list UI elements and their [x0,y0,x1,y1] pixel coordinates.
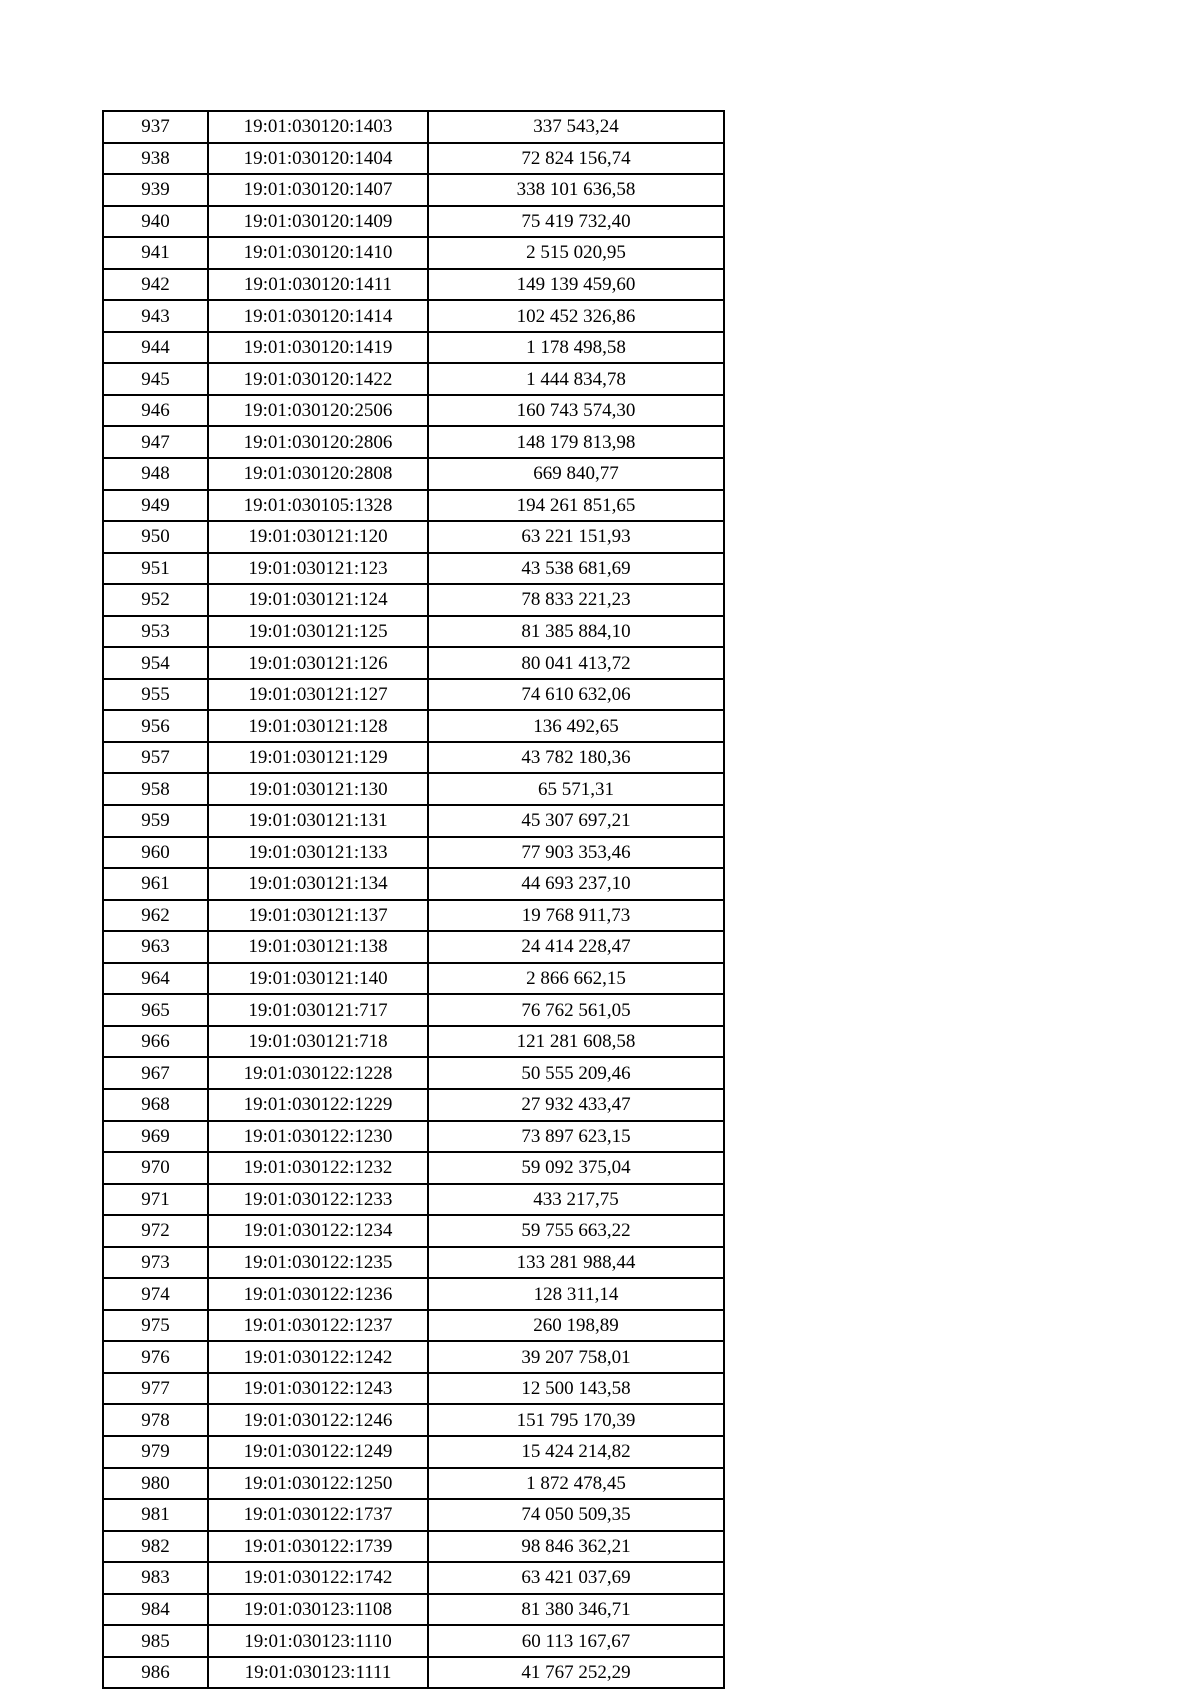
cadastral-number-cell: 19:01:030121:137 [208,900,428,932]
value-cell: 337 543,24 [428,111,724,143]
cadastral-number-cell: 19:01:030122:1249 [208,1436,428,1468]
cadastral-number-cell: 19:01:030121:131 [208,805,428,837]
row-number-cell: 939 [103,174,208,206]
row-number-cell: 984 [103,1594,208,1626]
cadastral-number-cell: 19:01:030122:1250 [208,1468,428,1500]
table-row [103,1594,724,1626]
row-number-cell: 974 [103,1278,208,1310]
cadastral-number-cell: 19:01:030122:1236 [208,1278,428,1310]
table-row [103,174,724,206]
cadastral-number-cell: 19:01:030121:130 [208,773,428,805]
table-row [103,395,724,427]
row-number-cell: 951 [103,553,208,585]
value-cell: 338 101 636,58 [428,174,724,206]
cadastral-number-cell: 19:01:030121:124 [208,584,428,616]
table-row [103,773,724,805]
table-row [103,490,724,522]
value-cell: 74 610 632,06 [428,679,724,711]
table-row [103,300,724,332]
cadastral-number-cell: 19:01:030121:718 [208,1026,428,1058]
row-number-cell: 950 [103,521,208,553]
row-number-cell: 952 [103,584,208,616]
table-row [103,647,724,679]
value-cell: 136 492,65 [428,710,724,742]
row-number-cell: 959 [103,805,208,837]
value-cell: 433 217,75 [428,1184,724,1216]
value-cell: 50 555 209,46 [428,1057,724,1089]
value-cell: 65 571,31 [428,773,724,805]
row-number-cell: 966 [103,1026,208,1058]
table-row [103,805,724,837]
row-number-cell: 977 [103,1373,208,1405]
value-cell: 81 380 346,71 [428,1594,724,1626]
table-row [103,963,724,995]
value-cell: 160 743 574,30 [428,395,724,427]
row-number-cell: 962 [103,900,208,932]
row-number-cell: 945 [103,363,208,395]
table-row [103,868,724,900]
value-cell: 260 198,89 [428,1310,724,1342]
row-number-cell: 968 [103,1089,208,1121]
table-row [103,1373,724,1405]
value-cell: 45 307 697,21 [428,805,724,837]
value-cell: 149 139 459,60 [428,269,724,301]
cadastral-number-cell: 19:01:030122:1246 [208,1404,428,1436]
table-row [103,206,724,238]
row-number-cell: 979 [103,1436,208,1468]
table-row [103,1341,724,1373]
table-row [103,931,724,963]
cadastral-number-cell: 19:01:030122:1228 [208,1057,428,1089]
value-cell: 133 281 988,44 [428,1247,724,1279]
table-row [103,458,724,490]
value-cell: 151 795 170,39 [428,1404,724,1436]
value-cell: 77 903 353,46 [428,837,724,869]
cadastral-number-cell: 19:01:030121:127 [208,679,428,711]
value-cell: 81 385 884,10 [428,616,724,648]
table-row [103,584,724,616]
cadastral-number-cell: 19:01:030121:133 [208,837,428,869]
table-row [103,994,724,1026]
value-cell: 27 932 433,47 [428,1089,724,1121]
table-row [103,1215,724,1247]
table-row [103,1625,724,1657]
value-cell: 669 840,77 [428,458,724,490]
row-number-cell: 937 [103,111,208,143]
value-cell: 59 092 375,04 [428,1152,724,1184]
value-cell: 98 846 362,21 [428,1531,724,1563]
value-cell: 15 424 214,82 [428,1436,724,1468]
table-row [103,1562,724,1594]
row-number-cell: 946 [103,395,208,427]
row-number-cell: 961 [103,868,208,900]
row-number-cell: 969 [103,1121,208,1153]
value-cell: 2 515 020,95 [428,237,724,269]
table-row [103,1531,724,1563]
value-cell: 102 452 326,86 [428,300,724,332]
row-number-cell: 986 [103,1657,208,1689]
value-cell: 41 767 252,29 [428,1657,724,1689]
cadastral-number-cell: 19:01:030123:1108 [208,1594,428,1626]
table-row [103,1657,724,1689]
row-number-cell: 940 [103,206,208,238]
row-number-cell: 938 [103,143,208,175]
value-cell: 1 444 834,78 [428,363,724,395]
cadastral-number-cell: 19:01:030122:1243 [208,1373,428,1405]
table-row [103,1152,724,1184]
row-number-cell: 973 [103,1247,208,1279]
table-row [103,269,724,301]
table-row [103,521,724,553]
value-cell: 76 762 561,05 [428,994,724,1026]
table-row [103,1121,724,1153]
value-cell: 39 207 758,01 [428,1341,724,1373]
row-number-cell: 982 [103,1531,208,1563]
row-number-cell: 956 [103,710,208,742]
cadastral-number-cell: 19:01:030120:1422 [208,363,428,395]
cadastral-number-cell: 19:01:030122:1229 [208,1089,428,1121]
value-cell: 75 419 732,40 [428,206,724,238]
cadastral-number-cell: 19:01:030120:1407 [208,174,428,206]
cadastral-number-cell: 19:01:030121:717 [208,994,428,1026]
row-number-cell: 955 [103,679,208,711]
table-row [103,742,724,774]
table-row [103,710,724,742]
value-cell: 12 500 143,58 [428,1373,724,1405]
table-row [103,679,724,711]
value-cell: 80 041 413,72 [428,647,724,679]
cadastral-number-cell: 19:01:030120:1410 [208,237,428,269]
value-cell: 63 421 037,69 [428,1562,724,1594]
cadastral-number-cell: 19:01:030123:1111 [208,1657,428,1689]
table-row [103,1278,724,1310]
value-cell: 60 113 167,67 [428,1625,724,1657]
table-row [103,900,724,932]
table-row [103,1499,724,1531]
table-row [103,111,724,143]
row-number-cell: 949 [103,490,208,522]
table-row [103,1026,724,1058]
cadastral-number-cell: 19:01:030105:1328 [208,490,428,522]
table-row [103,1310,724,1342]
cadastral-number-cell: 19:01:030122:1233 [208,1184,428,1216]
cadastral-number-cell: 19:01:030122:1232 [208,1152,428,1184]
row-number-cell: 983 [103,1562,208,1594]
row-number-cell: 960 [103,837,208,869]
cadastral-number-cell: 19:01:030120:1409 [208,206,428,238]
cadastral-number-cell: 19:01:030121:126 [208,647,428,679]
table-row [103,837,724,869]
row-number-cell: 971 [103,1184,208,1216]
cadastral-number-cell: 19:01:030121:125 [208,616,428,648]
value-cell: 19 768 911,73 [428,900,724,932]
cadastral-number-cell: 19:01:030120:2506 [208,395,428,427]
row-number-cell: 948 [103,458,208,490]
row-number-cell: 954 [103,647,208,679]
cadastral-number-cell: 19:01:030122:1739 [208,1531,428,1563]
cadastral-number-cell: 19:01:030121:120 [208,521,428,553]
row-number-cell: 942 [103,269,208,301]
cadastral-number-cell: 19:01:030121:140 [208,963,428,995]
value-cell: 148 179 813,98 [428,426,724,458]
row-number-cell: 958 [103,773,208,805]
value-cell: 128 311,14 [428,1278,724,1310]
row-number-cell: 947 [103,426,208,458]
table-row [103,616,724,648]
cadastral-number-cell: 19:01:030123:1110 [208,1625,428,1657]
value-cell: 63 221 151,93 [428,521,724,553]
cadastral-number-cell: 19:01:030121:123 [208,553,428,585]
cadastral-number-cell: 19:01:030121:129 [208,742,428,774]
cadastral-number-cell: 19:01:030122:1230 [208,1121,428,1153]
row-number-cell: 972 [103,1215,208,1247]
cadastral-number-cell: 19:01:030120:1404 [208,143,428,175]
table-row [103,143,724,175]
table-body [103,111,724,1688]
value-cell: 72 824 156,74 [428,143,724,175]
cadastral-value-table [102,110,725,1689]
cadastral-number-cell: 19:01:030122:1742 [208,1562,428,1594]
row-number-cell: 967 [103,1057,208,1089]
cadastral-number-cell: 19:01:030120:2808 [208,458,428,490]
table-row [103,1184,724,1216]
cadastral-number-cell: 19:01:030120:1403 [208,111,428,143]
value-cell: 59 755 663,22 [428,1215,724,1247]
table-row [103,426,724,458]
row-number-cell: 978 [103,1404,208,1436]
value-cell: 1 872 478,45 [428,1468,724,1500]
table-row [103,237,724,269]
table-row [103,363,724,395]
row-number-cell: 965 [103,994,208,1026]
table-row [103,332,724,364]
cadastral-number-cell: 19:01:030122:1242 [208,1341,428,1373]
cadastral-number-cell: 19:01:030120:1419 [208,332,428,364]
row-number-cell: 981 [103,1499,208,1531]
value-cell: 194 261 851,65 [428,490,724,522]
cadastral-number-cell: 19:01:030122:1235 [208,1247,428,1279]
row-number-cell: 975 [103,1310,208,1342]
row-number-cell: 964 [103,963,208,995]
cadastral-number-cell: 19:01:030120:2806 [208,426,428,458]
value-cell: 24 414 228,47 [428,931,724,963]
cadastral-number-cell: 19:01:030121:138 [208,931,428,963]
value-cell: 73 897 623,15 [428,1121,724,1153]
cadastral-number-cell: 19:01:030122:1737 [208,1499,428,1531]
row-number-cell: 957 [103,742,208,774]
value-cell: 1 178 498,58 [428,332,724,364]
table-row [103,1057,724,1089]
table-row [103,1404,724,1436]
cadastral-number-cell: 19:01:030120:1411 [208,269,428,301]
table-row [103,1436,724,1468]
value-cell: 121 281 608,58 [428,1026,724,1058]
value-cell: 74 050 509,35 [428,1499,724,1531]
cadastral-number-cell: 19:01:030120:1414 [208,300,428,332]
row-number-cell: 985 [103,1625,208,1657]
value-cell: 44 693 237,10 [428,868,724,900]
cadastral-number-cell: 19:01:030122:1234 [208,1215,428,1247]
row-number-cell: 970 [103,1152,208,1184]
value-cell: 2 866 662,15 [428,963,724,995]
row-number-cell: 944 [103,332,208,364]
table-row [103,1468,724,1500]
cadastral-number-cell: 19:01:030122:1237 [208,1310,428,1342]
table-row [103,1089,724,1121]
row-number-cell: 953 [103,616,208,648]
cadastral-number-cell: 19:01:030121:134 [208,868,428,900]
table-row [103,1247,724,1279]
value-cell: 78 833 221,23 [428,584,724,616]
value-cell: 43 538 681,69 [428,553,724,585]
value-cell: 43 782 180,36 [428,742,724,774]
row-number-cell: 976 [103,1341,208,1373]
cadastral-number-cell: 19:01:030121:128 [208,710,428,742]
row-number-cell: 941 [103,237,208,269]
row-number-cell: 980 [103,1468,208,1500]
row-number-cell: 943 [103,300,208,332]
table-row [103,553,724,585]
row-number-cell: 963 [103,931,208,963]
